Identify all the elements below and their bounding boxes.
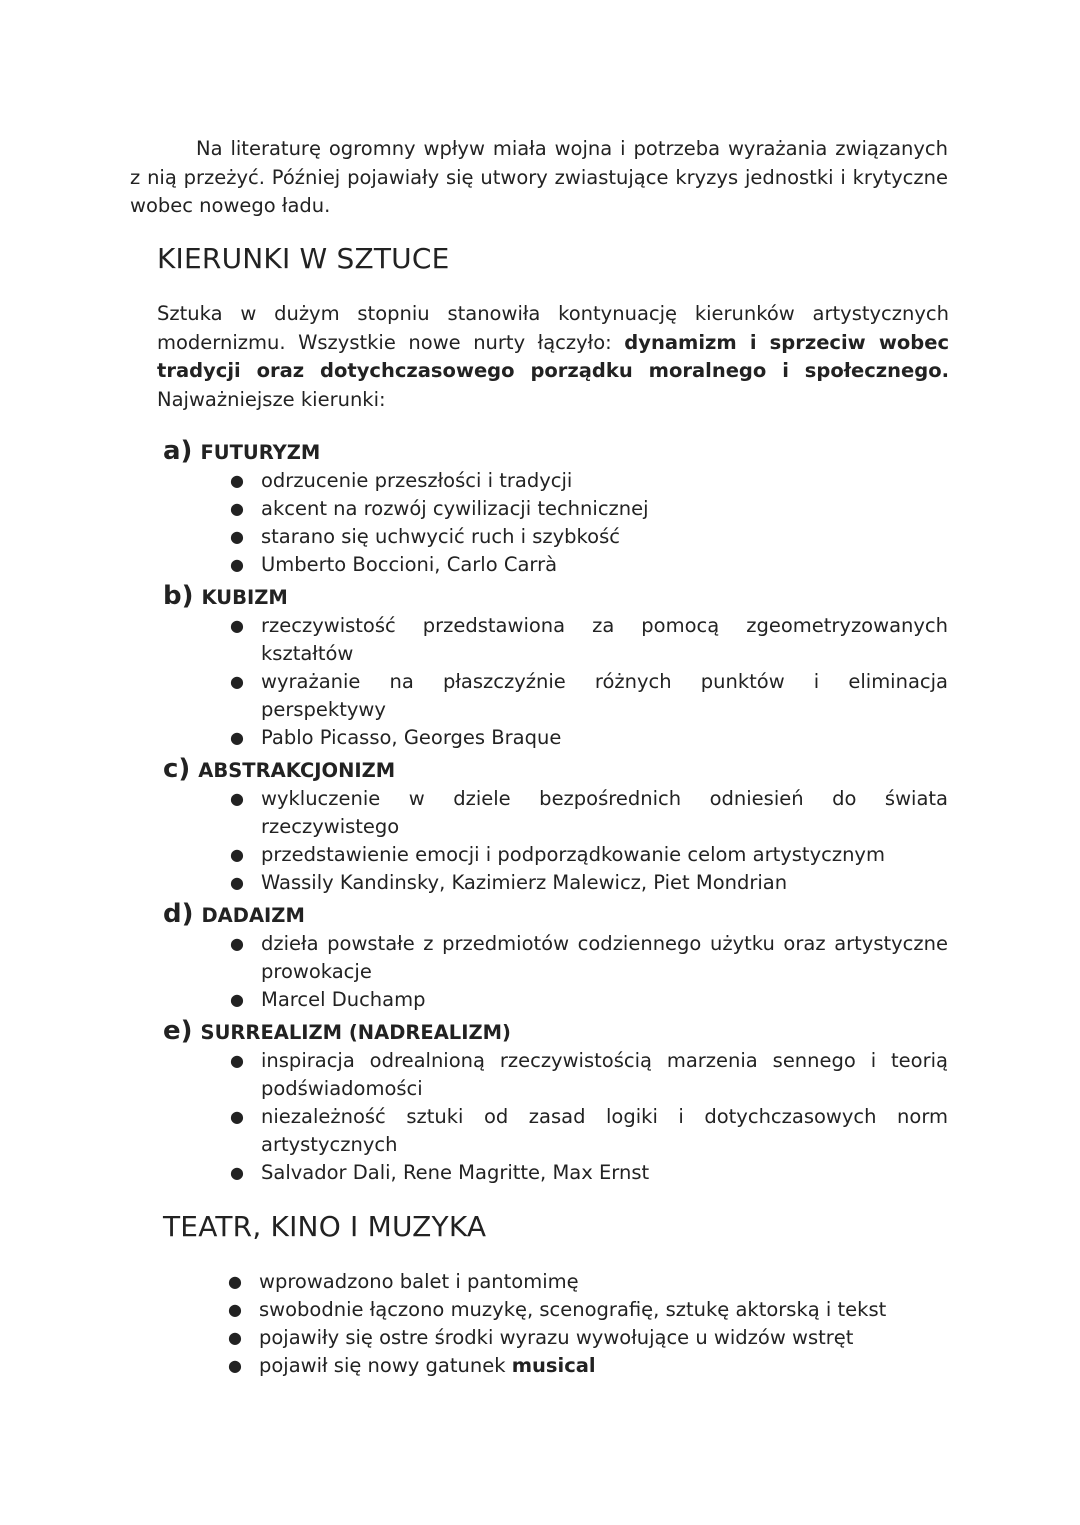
kierunki-line-2-normal: modernizmu. Wszystkie nowe nurty łączyło: [157,330,625,354]
list-item-text-cont: podświadomości [261,1077,423,1100]
list-item-text: inspiracja odrealnioną rzeczywistością marzenia sennego i teorią [261,1049,948,1072]
list-surrealizm [230,1047,948,1187]
list-item [230,523,948,551]
bullet-icon: ● [228,1356,242,1375]
list-item-text: wprowadzono balet i pantomimę [259,1270,579,1293]
list-item-text [259,1352,948,1380]
list-item-text: Salvador Dali, Rene Magritte, Max Ernst [261,1161,650,1184]
bullet-icon: ● [230,499,244,518]
section-heading-futuryzm [163,436,320,466]
section-letter: e) [163,1016,193,1046]
list-item-text-cont: prowokacje [261,960,372,983]
list-item-text: starano się uchwycić ruch i szybkość [261,525,620,548]
list-item-text: odrzucenie przeszłości i tradycji [261,469,573,492]
intro-line-2: z nią przeżyć. Później pojawiały się utwory zwiastujące kryzys jednostki i krytyczne [130,165,948,189]
list-item [230,1159,948,1187]
list-futuryzm [230,467,948,579]
list-item-text-bold: musical [511,1354,596,1377]
section-heading-abstrakcjonizm [163,754,395,784]
bullet-icon: ● [230,555,244,574]
kierunki-line-2 [157,329,949,358]
list-item-text-cont: perspektywy [261,698,386,721]
section-heading-kubizm [163,581,288,611]
bullet-icon: ● [230,1051,244,1070]
section-letter: a) [163,436,193,466]
list-item [230,668,948,724]
list-item [230,869,948,897]
list-item-text-normal: pojawił się nowy gatunek [259,1354,512,1377]
bullet-icon: ● [228,1272,242,1291]
kierunki-line-3 [157,357,949,386]
bullet-icon: ● [230,990,244,1009]
list-item-text: dzieła powstałe z przedmiotów codziennego użytku oraz artystyczne [261,932,948,955]
bullet-icon: ● [230,527,244,546]
list-item-text-cont: rzeczywistego [261,815,400,838]
list-dadaizm [230,930,948,1014]
list-item [230,467,948,495]
list-item [230,1103,948,1159]
list-kubizm [230,612,948,752]
list-item-text: wyrażanie na płaszczyźnie różnych punktów i eliminacja [261,670,948,693]
list-item [228,1296,948,1324]
list-item-text: akcent na rozwój cywilizacji technicznej [261,497,649,520]
list-item [230,724,948,752]
bullet-icon: ● [230,845,244,864]
section-title: SURREALIZM (NADREALIZM) [200,1021,511,1044]
list-item-text: Marcel Duchamp [261,988,426,1011]
list-item [230,612,948,668]
section-title: DADAIZM [201,904,305,927]
section-heading-dadaizm [163,899,305,929]
list-item [228,1268,948,1296]
list-item-text: Wassily Kandinsky, Kazimierz Malewicz, Piet Mondrian [261,871,788,894]
bullet-icon: ● [230,1107,244,1126]
bullet-icon: ● [228,1328,242,1347]
list-item [230,841,948,869]
list-item [230,930,948,986]
list-item [228,1324,948,1352]
kierunki-line-3-bold: tradycji oraz dotychczasowego porządku moralnego i społecznego. [157,359,949,382]
kierunki-paragraph [157,300,949,414]
list-item [230,551,948,579]
kierunki-line-2-bold: dynamizm i sprzeciw wobec [624,330,949,354]
section-letter: b) [163,581,194,611]
bullet-icon: ● [230,789,244,808]
intro-paragraph [130,135,948,221]
list-item-text-cont: kształtów [261,642,354,665]
kierunki-line-1: Sztuka w dużym stopniu stanowiła kontynuację kierunków artystycznych [157,302,949,325]
list-item [230,785,948,841]
bullet-icon: ● [230,728,244,747]
section-heading-surrealizm [163,1016,511,1046]
bullet-icon: ● [230,873,244,892]
list-item-text: Umberto Boccioni, Carlo Carrà [261,553,558,576]
heading-teatr: TEATR, KINO I MUZYKA [163,1210,487,1243]
intro-line-1: Na literaturę ogromny wpływ miała wojna i potrzeba wyrażania związanych [196,137,948,160]
list-item-text: pojawiły się ostre środki wyrazu wywołujące u widzów wstręt [259,1326,854,1349]
section-title: KUBIZM [201,586,288,609]
list-item [230,495,948,523]
list-teatr [228,1268,948,1380]
section-letter: c) [163,754,191,784]
list-item-text: niezależność sztuki od zasad logiki i dotychczasowych norm [261,1105,948,1128]
section-letter: d) [163,899,194,929]
bullet-icon: ● [230,672,244,691]
kierunki-line-4: Najważniejsze kierunki: [157,387,386,411]
list-item [228,1352,948,1380]
bullet-icon: ● [230,1163,244,1182]
heading-kierunki: KIERUNKI W SZTUCE [157,242,450,275]
bullet-icon: ● [230,471,244,490]
section-title: ABSTRAKCJONIZM [198,759,396,782]
bullet-icon: ● [228,1300,242,1319]
section-title: FUTURYZM [200,441,321,464]
list-item-text: wykluczenie w dziele bezpośrednich odniesień do świata [261,787,948,810]
bullet-icon: ● [230,934,244,953]
intro-line-3: wobec nowego ładu. [130,194,331,217]
list-item [230,986,948,1014]
list-item-text-cont: artystycznych [261,1133,398,1156]
list-item-text: rzeczywistość przedstawiona za pomocą zgeometryzowanych [261,614,948,637]
list-item-text: przedstawienie emocji i podporządkowanie celom artystycznym [261,843,885,866]
list-item [230,1047,948,1103]
list-item-text: swobodnie łączono muzykę, scenografię, sztukę aktorską i tekst [259,1298,887,1321]
list-abstrakcjonizm [230,785,948,897]
list-item-text: Pablo Picasso, Georges Braque [261,726,562,749]
bullet-icon: ● [230,616,244,635]
